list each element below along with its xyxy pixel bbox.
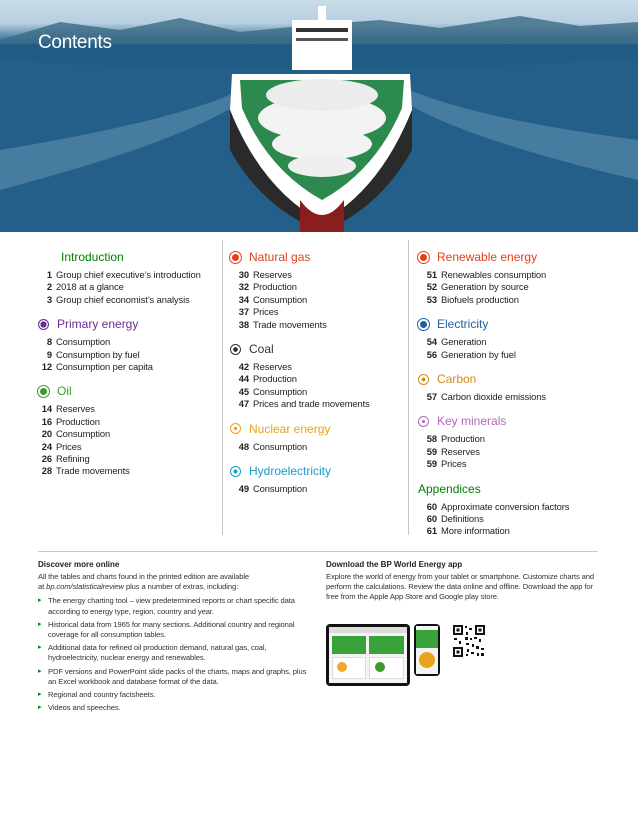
toc-entry[interactable]: 57 Carbon dioxide emissions [426, 391, 546, 403]
toc-entry[interactable]: 1 Group chief executive’s introduction [46, 269, 201, 280]
toc-entry[interactable]: 14 Reserves [41, 403, 95, 415]
section-title: Oil [57, 384, 72, 399]
section-header[interactable] [418, 370, 608, 388]
arrow-icon: ▸ [38, 644, 42, 652]
tablet-image [326, 624, 410, 686]
toc-section-carbon [418, 370, 608, 403]
toc-entry[interactable]: 45 Consumption [238, 385, 308, 397]
arrow-icon: ▸ [38, 704, 42, 712]
electricity-icon [418, 319, 429, 330]
toc-entry[interactable]: 34 Consumption [238, 293, 308, 305]
section-title: Renewable energy [437, 250, 538, 264]
download-app [326, 560, 598, 603]
toc-entry[interactable]: 38 Trade movements [238, 318, 327, 330]
section-title: Carbon [437, 372, 477, 387]
toc-section-natural-gas [230, 248, 420, 331]
toc-entry[interactable]: 9 Consumption by fuel [46, 348, 140, 360]
section-header[interactable] [230, 462, 420, 480]
toc-entry[interactable]: 59 Reserves [426, 445, 480, 457]
toc-entry[interactable]: 2 2018 at a glance [46, 281, 124, 293]
toc-entry[interactable]: 60 Approximate conversion factors [426, 500, 570, 512]
list-item: ▸ Historical data from 1965 for many sections. Additional country and regional coverage for all consumption tables. [38, 619, 295, 640]
arrow-icon: ▸ [38, 667, 42, 675]
arrow-icon: ▸ [38, 597, 42, 605]
natural-gas-icon [230, 252, 241, 263]
list-item: ▸ PDF versions and PowerPoint slide packs of the charts, maps and graphs, plus an Excel workbook and database format of the data. [38, 666, 307, 686]
section-title: Natural gas [249, 250, 311, 264]
toc-column-3 [418, 248, 608, 547]
section-header[interactable] [230, 248, 420, 266]
toc-entry[interactable]: 60 Definitions [426, 513, 484, 525]
section-title: Key minerals [437, 414, 507, 429]
section-header[interactable] [38, 382, 228, 400]
toc-section-coal [230, 340, 420, 411]
toc-entry[interactable]: 42 Reserves [238, 361, 292, 373]
toc-column-1 [38, 248, 228, 487]
section-title: Hydroelectricity [249, 464, 332, 479]
toc-entry[interactable]: 49 Consumption [238, 483, 308, 495]
discover-bullet-list [38, 596, 310, 713]
list-item: ▸ Additional data for refined oil production demand, natural gas, coal, hydroelectricity, nuclear energy and renewables. [38, 643, 267, 663]
section-title: Primary energy [57, 317, 139, 332]
toc-entry[interactable]: 37 Prices [238, 306, 279, 318]
toc-entry[interactable]: 56 Generation by fuel [426, 348, 516, 360]
arrow-icon: ▸ [38, 620, 42, 628]
page-title: Contents [38, 32, 112, 53]
toc-section-electricity [418, 315, 608, 361]
download-heading: Download the BP World Energy app [326, 560, 463, 569]
toc-entry[interactable]: 59 Prices [426, 458, 467, 470]
section-header[interactable] [230, 420, 420, 438]
discover-intro: All the tables and charts found in the printed edition are available at bp.com/statisticalreview plus a number of extras, including: [38, 572, 250, 592]
section-title: Nuclear energy [249, 421, 331, 436]
toc-entry[interactable]: 47 Prices and trade movements [238, 398, 370, 410]
hero-image [0, 0, 638, 232]
toc-section-appendices [418, 480, 608, 538]
toc-section-key-minerals [418, 412, 608, 470]
toc-entry[interactable]: 16 Production [41, 415, 100, 427]
toc-entry[interactable]: 30 Reserves [238, 269, 292, 280]
toc-section-primary-energy [38, 315, 228, 373]
toc-section-introduction [38, 248, 228, 306]
toc-entry[interactable]: 12 Consumption per capita [41, 361, 153, 373]
qr-code-icon[interactable] [452, 624, 486, 658]
list-item: ▸ Regional and country factsheets. [38, 690, 156, 700]
coal-icon [230, 344, 241, 355]
oil-icon [38, 386, 49, 397]
toc-entry[interactable]: 24 Prices [41, 440, 82, 452]
statistical-review-link[interactable]: bp.com/statisticalreview [46, 582, 124, 592]
toc-entry[interactable]: 3 Group chief economist’s analysis [46, 293, 190, 305]
toc-section-nuclear-energy [230, 420, 420, 453]
carbon-icon [418, 374, 429, 385]
section-header[interactable] [230, 340, 420, 358]
app-devices [326, 624, 606, 704]
toc-section-renewable-energy [418, 248, 608, 306]
toc-column-2 [230, 248, 420, 504]
section-title: Coal [249, 342, 274, 357]
toc-entry[interactable]: 52 Generation by source [426, 281, 529, 293]
section-header[interactable] [418, 315, 608, 333]
toc-entry[interactable]: 51 Renewables consumption [426, 269, 547, 280]
section-title[interactable]: Appendices [418, 481, 481, 496]
toc-entry[interactable]: 44 Production [238, 373, 297, 385]
toc-section-hydroelectricity [230, 462, 420, 495]
download-text: Explore the world of energy from your tablet or smartphone. Customize charts and perform the calculations. Review the data online and offline. Download the app for free from the Apple App Store and Google play store. [326, 572, 595, 602]
phone-image [414, 624, 440, 676]
renewable-energy-icon [418, 252, 429, 263]
toc-entry[interactable]: 32 Production [238, 281, 297, 293]
discover-more-online [38, 560, 310, 716]
section-header[interactable] [38, 315, 228, 333]
toc-entry[interactable]: 20 Consumption [41, 428, 111, 440]
section-header[interactable] [418, 248, 608, 266]
section-header[interactable] [418, 412, 608, 430]
toc-entry[interactable]: 61 More information [426, 525, 510, 537]
section-title: Electricity [437, 317, 489, 332]
toc-entry[interactable]: 28 Trade movements [41, 465, 130, 477]
toc-entry[interactable]: 26 Refining [41, 453, 90, 465]
section-title[interactable]: Introduction [61, 250, 124, 264]
hydroelectricity-icon [230, 466, 241, 477]
section-divider [38, 551, 598, 552]
discover-heading: Discover more online [38, 560, 120, 569]
nuclear-energy-icon [230, 423, 241, 434]
toc-entry[interactable]: 58 Production [426, 433, 485, 445]
key-minerals-icon [418, 416, 429, 427]
arrow-icon: ▸ [38, 691, 42, 699]
toc-entry[interactable]: 48 Consumption [238, 440, 308, 452]
primary-energy-icon [38, 319, 49, 330]
toc-section-oil [38, 382, 228, 477]
toc-entry[interactable]: 8 Consumption [46, 336, 111, 348]
list-item: ▸ The energy charting tool – view predetermined reports or chart specific data according to energy type, region, country and year. [38, 596, 295, 616]
toc-entry[interactable]: 53 Biofuels production [426, 293, 519, 305]
toc-entry[interactable]: 54 Generation [426, 336, 487, 348]
list-item: ▸ Videos and speeches. [38, 703, 121, 713]
